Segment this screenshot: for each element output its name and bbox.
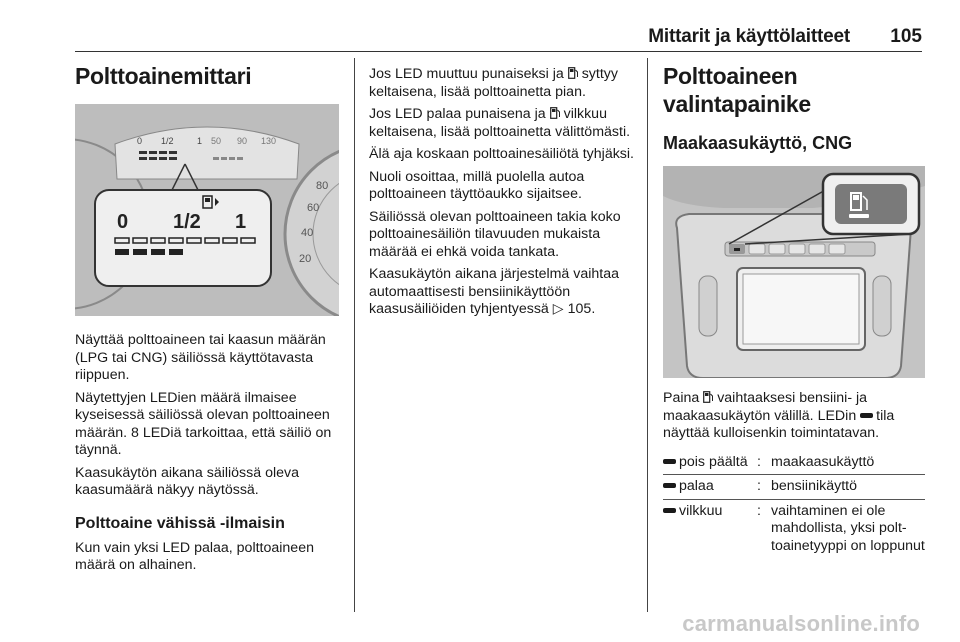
- column-3: [663, 58, 925, 558]
- table-value: vaihtaminen ei ole mahdollista, yksi polttoainetyyppi on loppunut: [771, 502, 925, 554]
- table-key-text: palaa: [679, 478, 714, 494]
- page-header: [75, 26, 922, 48]
- paragraph-text: tila näyttää kulloisenkin toimintatavan.: [663, 407, 895, 441]
- paragraph: Älä aja koskaan polttoainesäiliötä tyhjäksi.: [369, 146, 634, 162]
- mini-label: 90: [237, 136, 248, 146]
- column-2: [369, 66, 637, 324]
- table-key: [663, 454, 757, 472]
- gauge-label-empty: 0: [117, 211, 129, 233]
- table-row: [663, 500, 925, 559]
- table-separator: :: [757, 453, 761, 470]
- column-divider-2: [647, 58, 648, 612]
- paragraph: Näyttää polttoaineen tai kaasun määrän (LPG tai CNG) säiliössä käyttötavasta riippuen.: [75, 332, 326, 383]
- paragraph-text: Kaasukäytön aikana järjestelmä vaihtaa automaattisesti bensiinikäyttöön kaasusäiliöiden tyhjentyessä: [369, 266, 620, 317]
- paragraph: [369, 66, 637, 101]
- paragraph-text: Jos LED palaa punaisena ja: [369, 106, 546, 122]
- subheading-low-fuel: Polttoaine vähissä -ilmaisin: [75, 514, 285, 532]
- table-row: [663, 475, 925, 500]
- mini-label: 130: [261, 136, 277, 146]
- watermark: carmanualsonline.info: [682, 611, 920, 636]
- fuel-gauge-figure: [75, 104, 339, 316]
- mini-label: 1/2: [161, 136, 174, 146]
- dial-number: 40: [301, 227, 314, 239]
- page-reference[interactable]: 105.: [567, 301, 596, 317]
- table-value: maakaasukäyttö: [771, 453, 875, 470]
- gauge-label-half: 1/2: [173, 211, 201, 233]
- table-value: bensiinikäyttö: [771, 478, 857, 494]
- paragraph: [663, 390, 925, 443]
- console-figure: [663, 166, 925, 378]
- fuel-gauge-illustration: [75, 104, 339, 316]
- cross-reference-arrow-icon: ▷: [552, 301, 564, 317]
- gauge-label-full: 1: [235, 211, 247, 233]
- fuel-pump-icon: [568, 67, 578, 79]
- led-indicator-icon: [663, 459, 676, 464]
- led-indicator-icon: [860, 413, 873, 418]
- paragraph-text: vilkkuu keltaisena, lisää polttoainetta välittömästi.: [369, 106, 631, 140]
- subheading-cng: Maakaasukäyttö, CNG: [663, 133, 853, 153]
- dial-number: 80: [316, 180, 329, 192]
- table-key-text: pois päältä: [679, 453, 748, 470]
- paragraph: [369, 106, 637, 141]
- section-heading-fuel-gauge: Polttoainemittari: [75, 63, 252, 89]
- header-rule: [75, 51, 922, 52]
- led-indicator-icon: [663, 508, 676, 513]
- led-status-table: [663, 451, 925, 559]
- paragraph-text: Paina: [663, 390, 700, 406]
- section-heading-fuel-selector: Polttoaineen valintapainike: [663, 63, 811, 117]
- table-key-text: vilkkuu: [679, 502, 723, 519]
- page-number: 105: [890, 26, 922, 47]
- table-separator: :: [757, 478, 761, 494]
- paragraph-text: vaihtaaksesi bensiini- ja maakaasukäytön välillä. LEDin: [663, 390, 868, 424]
- paragraph: [369, 266, 637, 319]
- fuel-pump-icon: [550, 107, 560, 119]
- mini-label: 0: [137, 136, 143, 146]
- table-row: [663, 451, 925, 476]
- chapter-title: Mittarit ja käyttölaitteet: [648, 26, 850, 47]
- table-separator: :: [757, 502, 761, 519]
- paragraph: Näytettyjen LEDien määrä ilmaisee kyseisessä säiliössä olevan polttoaineen määrän. 8 LEDiä tarkoittaa, että säiliö on täynnä.: [75, 389, 332, 458]
- dial-number: 20: [299, 253, 312, 265]
- paragraph-text: syttyy keltaisena, lisää polttoainetta pian.: [369, 66, 618, 100]
- console-illustration: [663, 166, 925, 378]
- paragraph-text: Jos LED muuttuu punaiseksi ja: [369, 66, 564, 82]
- paragraph: Säiliössä olevan polttoaineen takia koko polttoainesäiliön tilavuuden mukaista määrää ei ehkä voida tankata.: [369, 208, 621, 260]
- table-key: [663, 503, 757, 556]
- led-indicator-icon: [663, 483, 676, 488]
- mini-label: 50: [211, 136, 222, 146]
- table-key: [663, 478, 757, 496]
- column-1: [75, 58, 345, 580]
- paragraph: Nuoli osoittaa, millä puolella autoa polttoaineen täyttöaukko sijaitsee.: [369, 168, 585, 202]
- dial-number: 60: [307, 202, 320, 214]
- paragraph: Kaasukäytön aikana säiliössä oleva kaasumäärä näkyy näytössä.: [75, 464, 299, 498]
- fuel-pump-icon: [703, 391, 713, 403]
- column-divider-1: [354, 58, 355, 612]
- mini-label: 1: [197, 136, 203, 146]
- paragraph: Kun vain yksi LED palaa, polttoaineen määrä on alhainen.: [75, 539, 314, 573]
